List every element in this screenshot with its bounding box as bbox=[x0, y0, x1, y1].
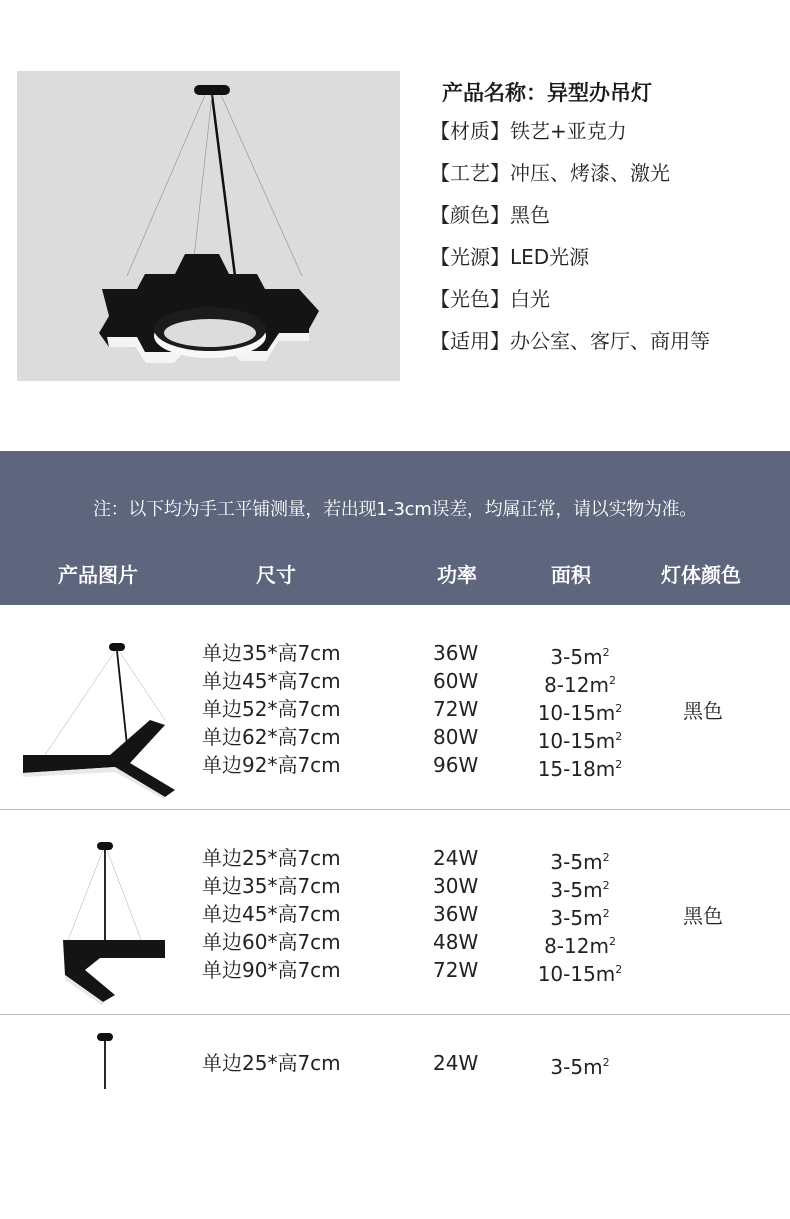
power-list bbox=[433, 844, 478, 984]
size-value: 单边52*高7cm bbox=[202, 697, 341, 721]
power-value: 24W bbox=[433, 846, 479, 870]
header-color: 灯体颜色 bbox=[661, 563, 741, 587]
table-row bbox=[0, 1015, 790, 1219]
area-list bbox=[520, 639, 640, 779]
power-value: 24W bbox=[433, 1051, 479, 1075]
area-value: $10-15m^2$ bbox=[537, 701, 623, 725]
size-value: 单边92*高7cm bbox=[202, 753, 341, 777]
area-value: $8-12m^2$ bbox=[544, 934, 616, 958]
area-value: $3-5m^2$ bbox=[550, 645, 610, 669]
product-image bbox=[17, 71, 400, 381]
area-value: $8-12m^2$ bbox=[544, 673, 616, 697]
gear-pendant-lamp-illustration bbox=[17, 71, 400, 381]
body-color: 黑色 bbox=[683, 904, 723, 928]
product-title: 产品名称：异型办吊灯 bbox=[442, 81, 652, 105]
power-value: 72W bbox=[433, 958, 479, 982]
table-row bbox=[0, 810, 790, 1015]
size-value: 单边35*高7cm bbox=[202, 641, 341, 665]
area-list bbox=[520, 1049, 640, 1077]
power-value: 36W bbox=[433, 902, 479, 926]
area-value: $3-5m^2$ bbox=[550, 906, 610, 930]
size-value: 单边25*高7cm bbox=[202, 846, 341, 870]
size-value: 单边90*高7cm bbox=[202, 958, 341, 982]
spec-light-source: 【光源】LED光源 bbox=[430, 245, 590, 269]
power-value: 72W bbox=[433, 697, 479, 721]
area-value: $3-5m^2$ bbox=[550, 850, 610, 874]
spec-material: 【材质】铁艺+亚克力 bbox=[430, 119, 627, 143]
lamp-thumbnail bbox=[15, 1029, 185, 1204]
power-value: 80W bbox=[433, 725, 479, 749]
header-area: 面积 bbox=[551, 563, 591, 587]
header-power: 功率 bbox=[437, 563, 477, 587]
area-value: $10-15m^2$ bbox=[537, 729, 623, 753]
size-list bbox=[202, 639, 341, 779]
size-value: 单边60*高7cm bbox=[202, 930, 341, 954]
spec-color: 【颜色】黑色 bbox=[430, 203, 550, 227]
size-value: 单边45*高7cm bbox=[202, 902, 341, 926]
body-color: 黑色 bbox=[683, 699, 723, 723]
power-list bbox=[433, 1049, 478, 1077]
power-value: 30W bbox=[433, 874, 479, 898]
power-value: 60W bbox=[433, 669, 479, 693]
y-shape-lamp-thumbnail bbox=[15, 625, 185, 800]
power-value: 48W bbox=[433, 930, 479, 954]
spec-usage: 【适用】办公室、客厅、商用等 bbox=[430, 329, 710, 353]
spec-light-color: 【光色】白光 bbox=[430, 287, 550, 311]
power-value: 36W bbox=[433, 641, 479, 665]
power-value: 96W bbox=[433, 753, 479, 777]
size-value: 单边35*高7cm bbox=[202, 874, 341, 898]
header-image: 产品图片 bbox=[58, 563, 138, 587]
area-value: $3-5m^2$ bbox=[550, 878, 610, 902]
power-list bbox=[433, 639, 478, 779]
size-value: 单边25*高7cm bbox=[202, 1051, 341, 1075]
size-value: 单边45*高7cm bbox=[202, 669, 341, 693]
measurement-note: 注：以下均为手工平铺测量，若出现1-3cm误差，均属正常，请以实物为准。 bbox=[92, 499, 698, 520]
area-value: $3-5m^2$ bbox=[550, 1055, 610, 1079]
product-specs bbox=[430, 76, 710, 362]
header-size: 尺寸 bbox=[256, 563, 296, 587]
y-shape-lamp-thumbnail bbox=[15, 830, 185, 1005]
spec-craft: 【工艺】冲压、烤漆、激光 bbox=[430, 161, 670, 185]
size-list bbox=[202, 844, 341, 984]
area-value: $15-18m^2$ bbox=[537, 757, 623, 781]
size-list bbox=[202, 1049, 341, 1077]
table-row bbox=[0, 605, 790, 810]
area-value: $10-15m^2$ bbox=[537, 962, 623, 986]
size-value: 单边62*高7cm bbox=[202, 725, 341, 749]
size-table-header bbox=[0, 451, 790, 605]
area-list bbox=[520, 844, 640, 984]
